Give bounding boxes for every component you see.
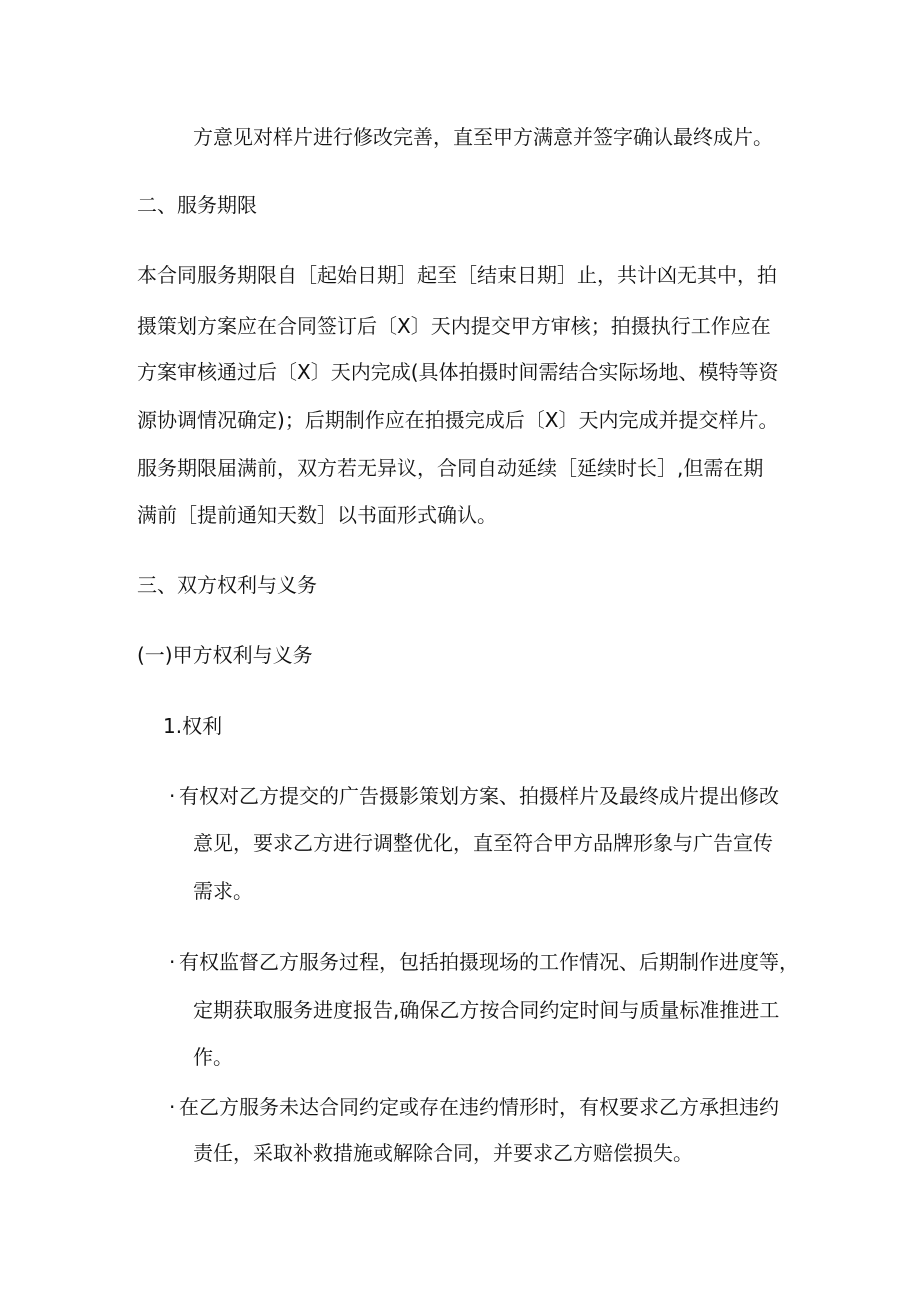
paragraph-line: 满前［提前通知天数］以书面形式确认。: [137, 503, 497, 527]
paragraph-line: 服务期限届满前，双方若无异议，合同自动延续［延续时长］,但需在期: [137, 456, 764, 480]
item-heading: 1.权利: [163, 714, 223, 738]
paragraph-line: 本合同服务期限自［起始日期］起至［结束日期］止，共计凶无其中，拍: [137, 263, 777, 287]
paragraph-line: 方案审核通过后〔X〕天内完成(具体拍摄时间需结合实际场地、模特等资: [137, 360, 779, 384]
bullet-marker: ·: [169, 784, 176, 808]
bullet-line: 有权监督乙方服务过程，包括拍摄现场的工作情况、后期制作进度等，: [179, 950, 799, 974]
section-3-heading: 三、双方权利与义务: [137, 573, 317, 597]
section-2-heading: 二、服务期限: [137, 193, 257, 217]
bullet-line: 在乙方服务未达合同约定或存在违约情形时，有权要求乙方承担违约: [179, 1095, 779, 1119]
bullet-line: 定期获取服务进度报告,确保乙方按合同约定时间与质量标准推进工: [193, 998, 780, 1022]
bullet-line: 需求。: [193, 879, 253, 903]
subsection-heading: (一)甲方权利与义务: [137, 643, 313, 667]
bullet-line: 责任，采取补救措施或解除合同，并要求乙方赔偿损失。: [193, 1141, 693, 1165]
bullet-line: 有权对乙方提交的广告摄影策划方案、拍摄样片及最终成片提出修改: [179, 784, 779, 808]
bullet-line: 作。: [193, 1045, 233, 1069]
bullet-marker: ·: [169, 1095, 176, 1119]
paragraph-line: 摄策划方案应在合同签订后〔X〕天内提交甲方审核；拍摄执行工作应在: [137, 314, 771, 338]
paragraph-line: 源协调情况确定)；后期制作应在拍摄完成后〔X〕天内完成并提交样片。: [137, 408, 779, 432]
bullet-marker: ·: [169, 950, 176, 974]
bullet-line: 意见，要求乙方进行调整优化，直至符合甲方品牌形象与广告宣传: [193, 831, 773, 855]
continuation-line: 方意见对样片进行修改完善，直至甲方满意并签字确认最终成片。: [193, 125, 773, 149]
